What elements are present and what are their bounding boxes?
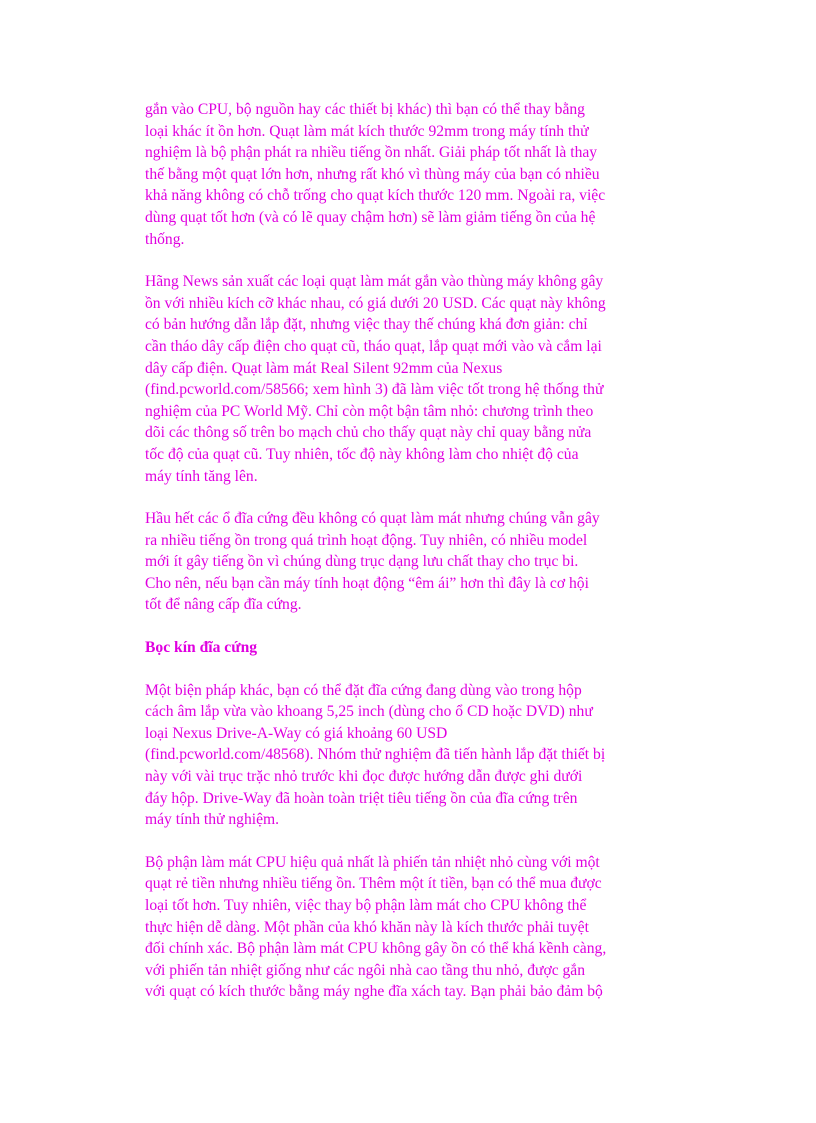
text-line: có bản hướng dẫn lắp đặt, nhưng việc thay thế chúng khá đơn giản: chỉ xyxy=(145,316,588,334)
paragraph xyxy=(145,271,675,487)
text-line: thực hiện dễ dàng. Một phần của khó khăn này là kích thước phải tuyệt xyxy=(145,918,589,936)
text-line: Bộ phận làm mát CPU hiệu quả nhất là phiến tản nhiệt nhỏ cùng với một xyxy=(145,853,600,871)
document-page xyxy=(145,99,675,1024)
text-line: gắn vào CPU, bộ nguồn hay các thiết bị khác) thì bạn có thể thay bằng xyxy=(145,101,585,118)
text-line: thế bằng một quạt lớn hơn, nhưng rất khó vì thùng máy của bạn có nhiều xyxy=(145,165,600,183)
text-line: đối chính xác. Bộ phận làm mát CPU không gây ồn có thể khá kềnh càng, xyxy=(145,940,607,958)
text-line: quạt rẻ tiền nhưng nhiều tiếng ồn. Thêm một ít tiền, bạn có thể mua được xyxy=(145,875,602,893)
text-line: máy tính thử nghiệm. xyxy=(145,811,280,829)
paragraph xyxy=(145,99,675,250)
text-line: máy tính tăng lên. xyxy=(145,467,258,485)
text-line: dây cấp điện. Quạt làm mát Real Silent 92mm của Nexus xyxy=(145,359,503,377)
text-line: dõi các thông số trên bo mạch chủ cho thấy quạt này chỉ quay bằng nửa xyxy=(145,424,592,442)
text-line: đáy hộp. Drive-Way đã hoàn toàn triệt tiêu tiếng ồn của đĩa cứng trên xyxy=(145,789,578,807)
text-line: mới ít gây tiếng ồn vì chúng dùng trục dạng lưu chất thay cho trục bi. xyxy=(145,553,579,571)
text-line: với quạt có kích thước bằng máy nghe đĩa xách tay. Bạn phải bảo đảm bộ xyxy=(145,983,603,1001)
text-line: nghiệm là bộ phận phát ra nhiều tiếng ồn nhất. Giải pháp tốt nhất là thay xyxy=(145,144,598,162)
text-line: thống. xyxy=(145,230,185,248)
text-line: cách âm lắp vừa vào khoang 5,25 inch (dùng cho ổ CD hoặc DVD) như xyxy=(145,703,593,721)
text-line: tốt để nâng cấp đĩa cứng. xyxy=(145,596,302,614)
text-line: (find.pcworld.com/58566; xem hình 3) đã làm việc tốt trong hệ thống thử xyxy=(145,381,604,399)
text-line: (find.pcworld.com/48568). Nhóm thử nghiệm đã tiến hành lắp đặt thiết bị xyxy=(145,746,606,764)
text-line: cần tháo dây cấp điện cho quạt cũ, tháo quạt, lắp quạt mới vào và cắm lại xyxy=(145,337,602,355)
text-line: loại Nexus Drive-A-Way có giá khoảng 60 USD xyxy=(145,724,448,742)
text-line: loại tốt hơn. Tuy nhiên, việc thay bộ phận làm mát cho CPU không thể xyxy=(145,897,587,914)
text-line: Cho nên, nếu bạn cần máy tính hoạt động “êm ái” hơn thì đây là cơ hội xyxy=(145,574,589,592)
text-line: Hãng News sản xuất các loại quạt làm mát gắn vào thùng máy không gây xyxy=(145,273,604,291)
text-line: ồn với nhiều kích cỡ khác nhau, có giá dưới 20 USD. Các quạt này không xyxy=(145,294,606,312)
text-line: tốc độ của quạt cũ. Tuy nhiên, tốc độ này không làm cho nhiệt độ của xyxy=(145,445,579,463)
text-line: loại khác ít ồn hơn. Quạt làm mát kích thước 92mm trong máy tính thử xyxy=(145,122,589,140)
text-line: với phiến tản nhiệt giống như các ngôi nhà cao tầng thu nhỏ, được gắn xyxy=(145,961,586,979)
paragraph xyxy=(145,852,675,1003)
text-line: dùng quạt tốt hơn (và có lẽ quay chậm hơn) sẽ làm giảm tiếng ồn của hệ xyxy=(145,208,596,226)
text-line: nghiệm của PC World Mỹ. Chỉ còn một bận tâm nhỏ: chương trình theo xyxy=(145,402,594,420)
paragraph xyxy=(145,680,675,831)
section-heading: Bọc kín đĩa cứng xyxy=(145,639,258,657)
paragraph xyxy=(145,508,675,616)
text-line: ra nhiều tiếng ồn trong quá trình hoạt động. Tuy nhiên, có nhiều model xyxy=(145,531,588,549)
text-line: Một biện pháp khác, bạn có thể đặt đĩa cứng đang dùng vào trong hộp xyxy=(145,681,582,699)
text-line: khả năng không có chỗ trống cho quạt kích thước 120 mm. Ngoài ra, việc xyxy=(145,187,606,205)
text-line: Hầu hết các ổ đĩa cứng đều không có quạt làm mát nhưng chúng vẫn gây xyxy=(145,510,600,528)
text-line: này với vài trục trặc nhỏ trước khi đọc được hướng dẫn được ghi dưới xyxy=(145,768,583,786)
